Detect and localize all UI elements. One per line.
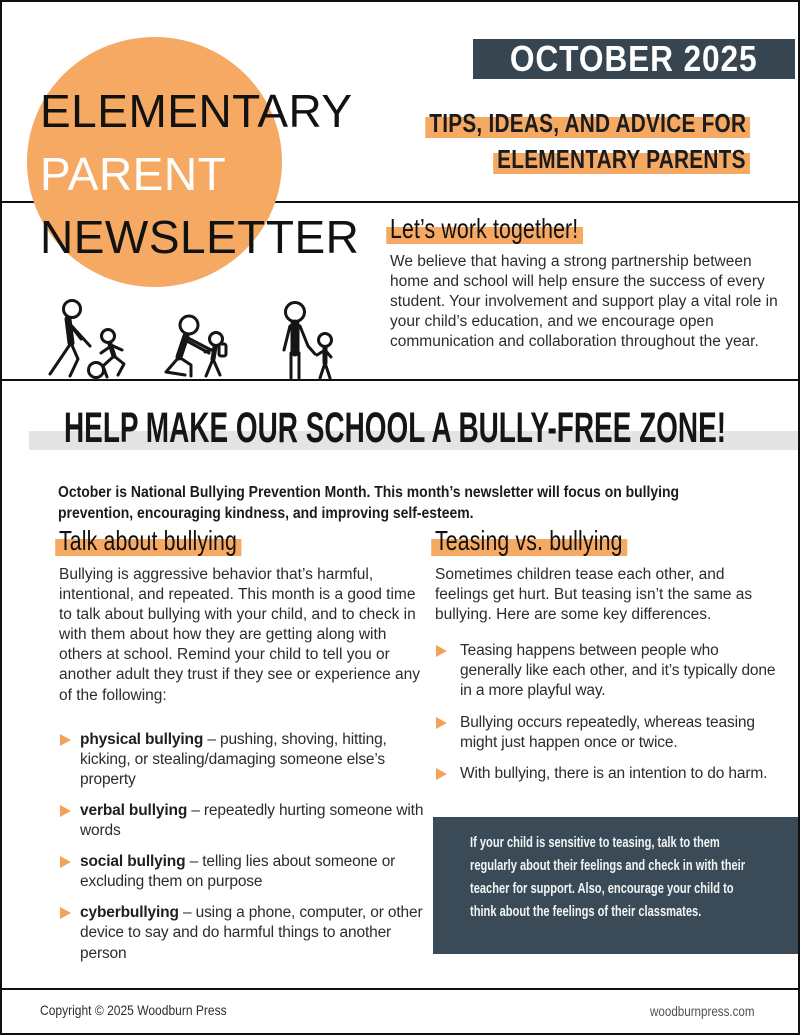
adult-holding-childs-hand-icon	[284, 303, 332, 379]
tagline-line-2: ELEMENTARY PARENTS	[497, 141, 746, 177]
teasing-differences-list	[435, 641, 782, 784]
talk-section-paragraph: Bullying is aggressive behavior that’s harmful, intentional, and repeated. This month is a good time to talk about bullying with your child, and to check in with them about how they are getting along with others at school. Remind your child to tell you or another adult they trust if they see or experience any of the following:	[59, 566, 421, 704]
welcome-section	[390, 214, 792, 352]
issue-date-badge	[473, 39, 795, 79]
title-line-elementary: ELEMENTARY	[40, 85, 353, 137]
talk-about-bullying-section	[59, 526, 431, 975]
newsletter-title	[40, 80, 359, 269]
intro-paragraph: October is National Bullying Prevention Month. This month’s newsletter will focus on bullying prevention, encouraging kindness, and improving self-esteem.	[58, 483, 680, 522]
sensitive-to-teasing-tip-box	[433, 817, 799, 954]
list-item-bullying-intention: With bullying, there is an intention to do harm.	[435, 764, 782, 784]
bullet-text: – using a phone, computer, or other device to say and do harmful things to another person	[80, 904, 423, 962]
tagline-line-1: TIPS, IDEAS, AND ADVICE FOR	[429, 105, 746, 141]
teasing-vs-bullying-section	[435, 526, 780, 795]
title-line-parent: PARENT	[40, 148, 227, 200]
bullying-types-list	[59, 730, 425, 964]
banner-heading: HELP MAKE OUR SCHOOL A BULLY-FREE ZONE!	[64, 404, 727, 452]
list-item-teasing-playful: Teasing happens between people who generally like each other, and it’s typically done in a more playful way.	[435, 641, 782, 701]
bullet-text: – telling lies about someone or excluding them on purpose	[80, 853, 396, 891]
tip-box-text: If your child is sensitive to teasing, talk to them regularly about their feelings and check in with their teacher for support. Also, encourage your child to think about the feelings of their classmates.	[470, 834, 746, 920]
list-item-social-bullying	[59, 852, 425, 892]
bullet-term: physical bullying	[80, 730, 204, 748]
footer-website: woodburnpress.com	[650, 1004, 755, 1019]
welcome-paragraph: We believe that having a strong partnership between home and school will help ensure the success of every student. Your involvement and support play a vital role in your child’s education, and we encourage open communication and collaboration throughout the year.	[390, 253, 778, 351]
welcome-heading: Let’s work together!	[390, 213, 579, 244]
list-item-physical-bullying	[59, 730, 425, 790]
list-item-bullying-repeated: Bullying occurs repeatedly, whereas teasing might just happen once or twice.	[435, 713, 782, 753]
footer-copyright: Copyright © 2025 Woodburn Press	[40, 1002, 227, 1018]
bullet-text: – pushing, shoving, hitting, kicking, or stealing/damaging someone else’s property	[80, 730, 387, 788]
bullet-term: social bullying	[80, 853, 186, 871]
footer-divider-line	[2, 988, 798, 990]
list-item-verbal-bullying	[59, 801, 425, 841]
list-item-cyberbullying	[59, 903, 425, 963]
section-divider-line	[2, 379, 798, 381]
bullet-term: cyberbullying	[80, 904, 179, 922]
tagline	[350, 105, 746, 177]
adult-playing-ball-with-child-icon	[50, 301, 124, 378]
teasing-section-heading: Teasing vs. bullying	[435, 525, 623, 556]
bullet-text: – repeatedly hurting someone with words	[80, 801, 424, 840]
families-line-art-illustration	[37, 295, 337, 379]
adult-kneeling-with-child-icon	[166, 316, 226, 376]
title-line-newsletter: NEWSLETTER	[40, 211, 360, 263]
talk-section-heading: Talk about bullying	[59, 525, 237, 556]
bullet-term: verbal bullying	[80, 801, 188, 819]
teasing-section-paragraph: Sometimes children tease each other, and feelings get hurt. But teasing isn’t the same as bullying. Here are some key differences.	[435, 566, 753, 624]
issue-date-text: OCTOBER 2025	[510, 38, 758, 79]
